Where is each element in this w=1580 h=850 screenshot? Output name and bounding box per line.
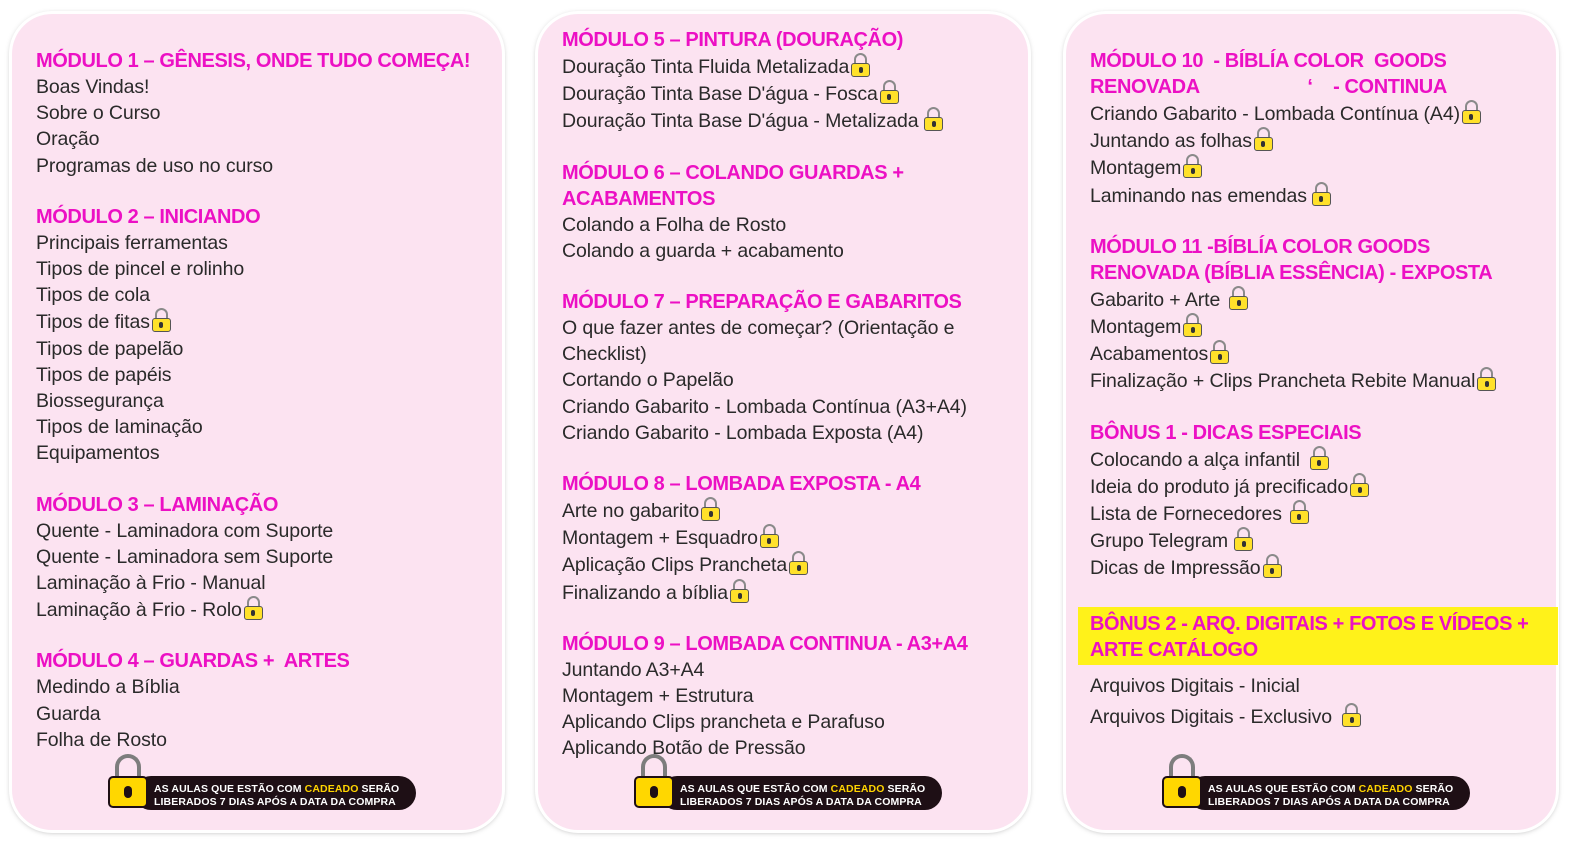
lock-icon	[1263, 554, 1282, 578]
lesson-item[interactable]: Douração Tinta Base D'água - Metalizada	[562, 107, 1018, 134]
lesson-item[interactable]: Ideia do produto já precificado	[1090, 473, 1546, 500]
lesson-item[interactable]: Quente - Laminadora com Suporte	[36, 519, 334, 542]
module-4-section	[36, 648, 492, 753]
lesson-item[interactable]: Colando a guarda + acabamento	[562, 239, 844, 262]
module-6-section	[562, 160, 1018, 264]
lock-icon	[851, 53, 870, 77]
lesson-item[interactable]: Criando Gabarito - Lombada Contínua (A3+A4)	[562, 395, 967, 418]
lesson-item[interactable]: Montagem + Esquadro	[562, 524, 1018, 551]
lesson-item[interactable]: Medindo a Bíblia	[36, 676, 180, 699]
lesson-item[interactable]: Criando Gabarito - Lombada Contínua (A4)	[1090, 100, 1546, 127]
module-title: MÓDULO 2 – INICIANDO	[36, 205, 261, 228]
padlock-icon	[634, 754, 674, 808]
lesson-item[interactable]: Programas de uso no curso	[36, 154, 274, 177]
module-10-section	[1090, 48, 1546, 209]
module-card-1	[12, 14, 502, 830]
notice-text: AS AULAS QUE ESTÃO COM CADEADO SERÃO LIBERADOS 7 DIAS APÓS A DATA DA COMPRA	[1188, 776, 1470, 810]
lesson-item[interactable]: Tipos de papéis	[36, 363, 172, 386]
card-content	[1090, 48, 1546, 758]
module-title: MÓDULO 5 – PINTURA (DOURAÇÃO)	[562, 29, 903, 51]
module-title: MÓDULO 3 – LAMINAÇÃO	[36, 493, 279, 516]
module-5-section	[562, 27, 1018, 135]
lock-icon	[1234, 527, 1253, 551]
lesson-item[interactable]: Laminação à Frio - Rolo	[36, 596, 492, 623]
lesson-item[interactable]: Arte no gabarito	[562, 497, 1018, 524]
module-11-section	[1090, 234, 1546, 395]
notice-text: AS AULAS QUE ESTÃO COM CADEADO SERÃO LIBERADOS 7 DIAS APÓS A DATA DA COMPRA	[660, 776, 942, 810]
lesson-item[interactable]: Aplicando Botão de Pressão	[562, 737, 806, 760]
lock-icon	[924, 107, 943, 131]
module-card-2	[538, 14, 1028, 830]
lesson-item[interactable]: Principais ferramentas	[36, 231, 228, 254]
padlock-icon	[1162, 754, 1202, 808]
lesson-item[interactable]: Douração Tinta Base D'água - Fosca	[562, 80, 1018, 107]
lesson-item[interactable]: Grupo Telegram	[1090, 527, 1546, 554]
lesson-item[interactable]: Laminando nas emendas	[1090, 182, 1546, 209]
lesson-item[interactable]: Equipamentos	[36, 442, 160, 465]
bonus-2-section	[1090, 607, 1546, 733]
lesson-item[interactable]: Tipos de papelão	[36, 337, 184, 360]
lesson-item[interactable]: Tipos de laminação	[36, 416, 203, 439]
lesson-item[interactable]: Acabamentos	[1090, 340, 1546, 367]
module-title: MÓDULO 4 – GUARDAS + ARTES	[36, 650, 350, 673]
module-1-section	[36, 48, 492, 179]
lesson-item[interactable]: Quente - Laminadora sem Suporte	[36, 545, 334, 568]
lock-icon	[1462, 100, 1481, 124]
lock-icon	[1183, 154, 1202, 178]
lock-icon	[1310, 446, 1329, 470]
lesson-item[interactable]: Finalização + Clips Prancheta Rebite Manual	[1090, 367, 1546, 394]
lesson-item[interactable]: Boas Vindas!	[36, 76, 150, 98]
lesson-item[interactable]: Montagem + Estrutura	[562, 685, 754, 708]
lock-icon	[1254, 127, 1273, 151]
module-title: BÔNUS 1 - DICAS ESPECIAIS	[1090, 421, 1362, 444]
lesson-item[interactable]: Tipos de pincel e rolinho	[36, 258, 245, 281]
lesson-item[interactable]: Colocando a alça infantil	[1090, 446, 1546, 473]
lesson-item[interactable]: Aplicando Clips prancheta e Parafuso	[562, 711, 885, 734]
lock-icon	[1342, 703, 1361, 727]
lesson-item[interactable]: Oração	[36, 128, 100, 151]
padlock-icon	[108, 754, 148, 808]
lesson-item[interactable]: Sobre o Curso	[36, 102, 161, 125]
lesson-item[interactable]: Tipos de cola	[36, 284, 150, 307]
module-title: BÔNUS 2 - ARQ. DIGITAIS + FOTOS E VÍDEOS + ARTE CATÁLOGO	[1078, 607, 1558, 665]
module-title: MÓDULO 11 -BÍBLÍA COLOR GOODS RENOVADA (BÍBLIA ESSÊNCIA) - EXPOSTA	[1090, 235, 1493, 284]
card-content	[562, 27, 1018, 787]
lock-icon	[1477, 367, 1496, 391]
module-title: MÓDULO 8 – LOMBADA EXPOSTA - A4	[562, 473, 921, 496]
lock-icon	[730, 579, 749, 603]
lock-icon	[760, 524, 779, 548]
lock-icon	[152, 308, 171, 332]
lock-icon	[789, 551, 808, 575]
module-title: MÓDULO 9 – LOMBADA CONTINUA - A3+A4	[562, 632, 968, 655]
module-2-section	[36, 204, 492, 467]
lesson-item[interactable]: Finalizando a bíblia	[562, 579, 1018, 606]
module-7-section	[562, 289, 1018, 446]
module-title: MÓDULO 7 – PREPARAÇÃO E GABARITOS	[562, 291, 962, 314]
lesson-item[interactable]: Juntando A3+A4	[562, 658, 705, 681]
lesson-item[interactable]: Colando a Folha de Rosto	[562, 213, 787, 236]
lock-icon	[701, 497, 720, 521]
notice-text: AS AULAS QUE ESTÃO COM CADEADO SERÃO LIBERADOS 7 DIAS APÓS A DATA DA COMPRA	[134, 776, 416, 810]
lesson-item[interactable]: Douração Tinta Fluida Metalizada	[562, 53, 1018, 80]
lesson-item[interactable]: Criando Gabarito - Lombada Exposta (A4)	[562, 421, 924, 444]
lesson-item[interactable]: Biossegurança	[36, 390, 164, 413]
lock-notice	[634, 768, 944, 808]
lesson-item[interactable]: Laminação à Frio - Manual	[36, 572, 266, 595]
lock-icon	[1229, 286, 1248, 310]
lesson-item[interactable]: Arquivos Digitais - Inicial	[1090, 674, 1300, 697]
lesson-item[interactable]: O que fazer antes de começar? (Orientação e	[562, 317, 955, 340]
lesson-item[interactable]: Gabarito + Arte	[1090, 286, 1546, 313]
module-3-section	[36, 492, 492, 624]
bonus-1-section	[1090, 420, 1546, 582]
module-card-3	[1066, 14, 1556, 830]
lesson-item[interactable]: Arquivos Digitais - Exclusivo	[1090, 702, 1546, 733]
lock-icon	[1183, 313, 1202, 337]
lock-icon	[244, 596, 263, 620]
lesson-item[interactable]: Cortando o Papelão	[562, 369, 734, 392]
lesson-item[interactable]: Checklist)	[562, 343, 647, 366]
module-title: MÓDULO 1 – GÊNESIS, ONDE TUDO COMEÇA!	[36, 50, 471, 72]
lesson-item[interactable]: Montagem	[1090, 313, 1546, 340]
lock-icon	[1350, 473, 1369, 497]
lesson-item[interactable]: Tipos de fitas	[36, 308, 492, 335]
lock-icon	[880, 80, 899, 104]
module-title: MÓDULO 10 - BÍBLÍA COLOR GOODS RENOVADA ‘ - CONTINUA	[1090, 50, 1447, 98]
lesson-item[interactable]: Lista de Fornecedores	[1090, 500, 1546, 527]
module-9-section	[562, 631, 1018, 762]
lock-icon	[1312, 182, 1331, 206]
lock-icon	[1290, 500, 1309, 524]
card-content	[36, 48, 492, 778]
lock-icon	[1210, 340, 1229, 364]
module-8-section	[562, 471, 1018, 606]
lesson-item[interactable]: Aplicação Clips Prancheta	[562, 551, 1018, 578]
lesson-item[interactable]: Folha de Rosto	[36, 728, 167, 751]
module-title: MÓDULO 6 – COLANDO GUARDAS + ACABAMENTOS	[562, 161, 904, 210]
lock-notice	[108, 768, 418, 808]
lesson-item[interactable]: Juntando as folhas	[1090, 127, 1546, 154]
lesson-item[interactable]: Guarda	[36, 702, 101, 725]
lock-notice	[1162, 768, 1472, 808]
lesson-item[interactable]: Montagem	[1090, 154, 1546, 181]
lesson-item[interactable]: Dicas de Impressão	[1090, 554, 1546, 581]
